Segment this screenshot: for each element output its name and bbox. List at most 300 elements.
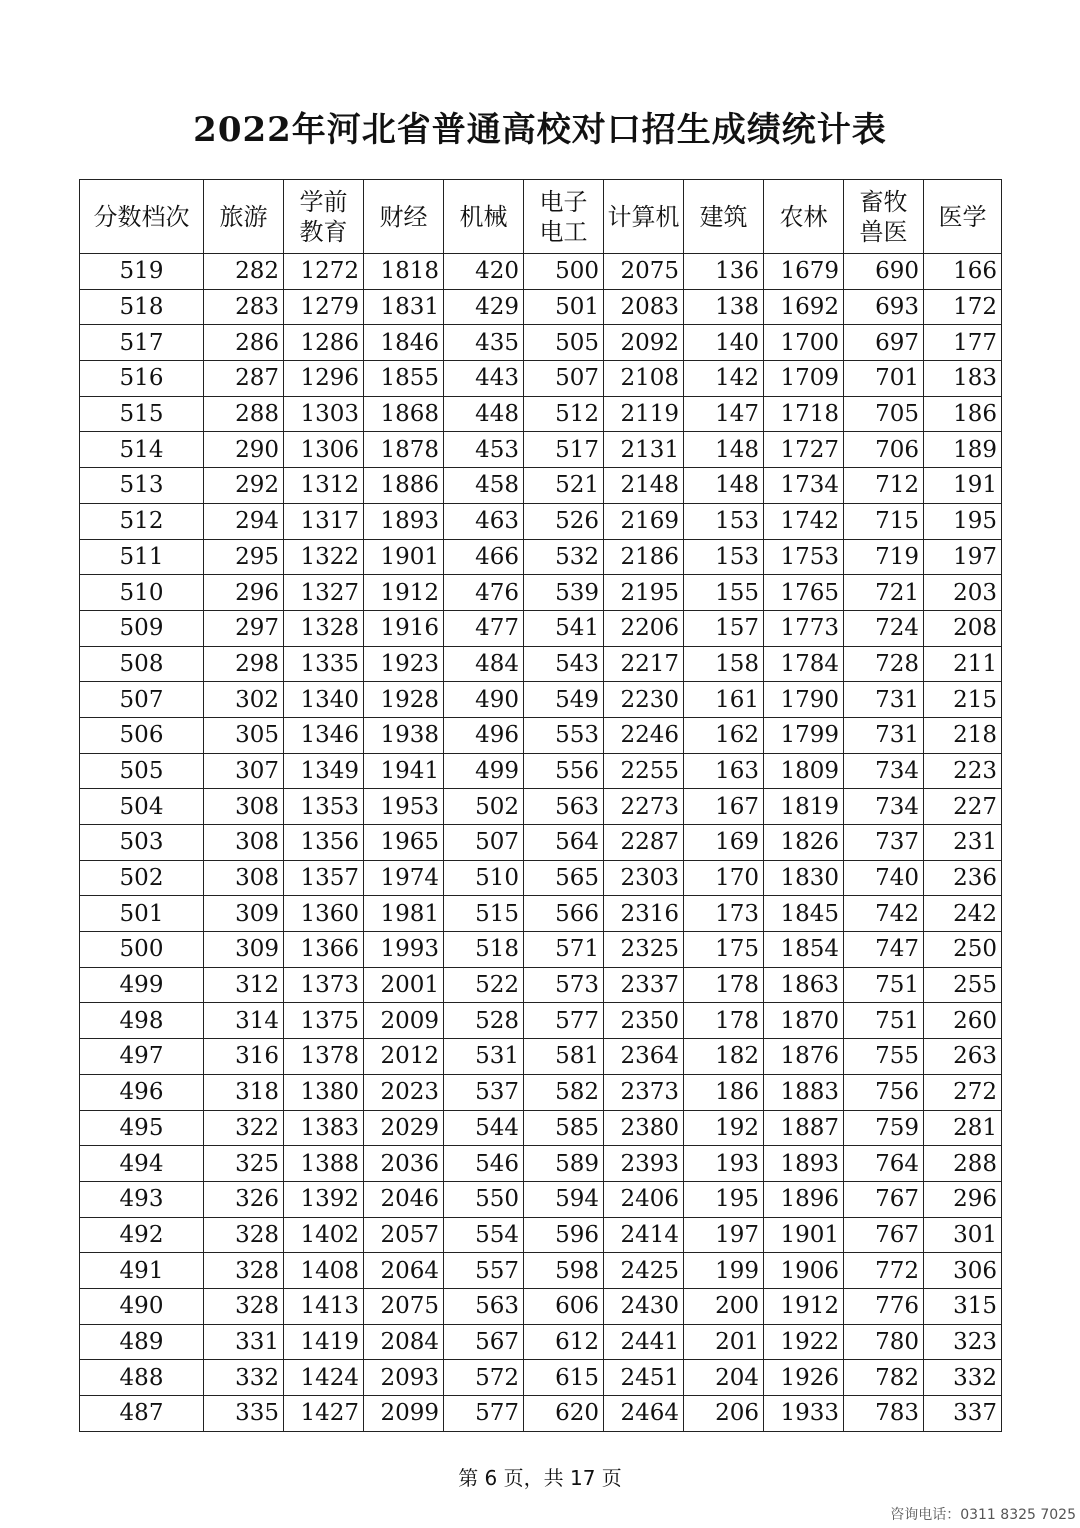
count-cell: 1279 (284, 289, 364, 325)
count-cell: 328 (204, 1288, 284, 1324)
column-header (844, 180, 924, 254)
count-cell: 759 (844, 1110, 924, 1146)
count-cell: 148 (684, 468, 764, 504)
column-header (924, 180, 1002, 254)
count-cell: 286 (204, 325, 284, 361)
count-cell: 1886 (364, 468, 444, 504)
count-cell: 1360 (284, 896, 364, 932)
count-cell: 2108 (604, 361, 684, 397)
column-header-line: 电子 (539, 187, 588, 216)
count-cell: 1953 (364, 789, 444, 825)
count-cell: 1419 (284, 1324, 364, 1360)
count-cell: 515 (444, 896, 524, 932)
count-cell: 1974 (364, 860, 444, 896)
count-cell: 2057 (364, 1217, 444, 1253)
count-cell: 2036 (364, 1146, 444, 1182)
count-cell: 615 (524, 1360, 604, 1396)
count-cell: 1965 (364, 825, 444, 861)
table-row (80, 789, 1002, 825)
score-level-cell: 509 (80, 610, 204, 646)
count-cell: 756 (844, 1074, 924, 1110)
count-cell: 2373 (604, 1074, 684, 1110)
count-cell: 715 (844, 503, 924, 539)
count-cell: 596 (524, 1217, 604, 1253)
count-cell: 308 (204, 860, 284, 896)
table-row (80, 967, 1002, 1003)
count-cell: 526 (524, 503, 604, 539)
count-cell: 518 (444, 932, 524, 968)
table-row (80, 717, 1002, 753)
table-row (80, 575, 1002, 611)
score-level-cell: 490 (80, 1288, 204, 1324)
count-cell: 2350 (604, 1003, 684, 1039)
count-cell: 1328 (284, 610, 364, 646)
count-cell: 690 (844, 254, 924, 290)
count-cell: 572 (444, 1360, 524, 1396)
count-cell: 318 (204, 1074, 284, 1110)
score-level-cell: 513 (80, 468, 204, 504)
count-cell: 1830 (764, 860, 844, 896)
count-cell: 1366 (284, 932, 364, 968)
count-cell: 740 (844, 860, 924, 896)
count-cell: 1784 (764, 646, 844, 682)
table-row (80, 1324, 1002, 1360)
score-level-cell: 487 (80, 1396, 204, 1432)
count-cell: 1941 (364, 753, 444, 789)
score-level-cell: 507 (80, 682, 204, 718)
count-cell: 308 (204, 825, 284, 861)
count-cell: 751 (844, 967, 924, 1003)
count-cell: 463 (444, 503, 524, 539)
count-cell: 138 (684, 289, 764, 325)
count-cell: 1335 (284, 646, 364, 682)
count-cell: 288 (924, 1146, 1002, 1182)
count-cell: 567 (444, 1324, 524, 1360)
count-cell: 157 (684, 610, 764, 646)
table-row (80, 503, 1002, 539)
count-cell: 2206 (604, 610, 684, 646)
count-cell: 1922 (764, 1324, 844, 1360)
count-cell: 2217 (604, 646, 684, 682)
count-cell: 490 (444, 682, 524, 718)
count-cell: 1383 (284, 1110, 364, 1146)
score-level-cell: 491 (80, 1253, 204, 1289)
count-cell: 546 (444, 1146, 524, 1182)
count-cell: 316 (204, 1039, 284, 1075)
count-cell: 585 (524, 1110, 604, 1146)
count-cell: 1742 (764, 503, 844, 539)
score-level-cell: 514 (80, 432, 204, 468)
count-cell: 2303 (604, 860, 684, 896)
count-cell: 1408 (284, 1253, 364, 1289)
count-cell: 2084 (364, 1324, 444, 1360)
column-header (444, 180, 524, 254)
count-cell: 200 (684, 1288, 764, 1324)
score-level-cell: 498 (80, 1003, 204, 1039)
count-cell: 1981 (364, 896, 444, 932)
count-cell: 172 (924, 289, 1002, 325)
count-cell: 242 (924, 896, 1002, 932)
table-row (80, 432, 1002, 468)
count-cell: 1912 (764, 1288, 844, 1324)
count-cell: 153 (684, 503, 764, 539)
count-cell: 1901 (364, 539, 444, 575)
column-header-line: 计算机 (607, 202, 680, 231)
count-cell: 302 (204, 682, 284, 718)
count-cell: 189 (924, 432, 1002, 468)
count-cell: 199 (684, 1253, 764, 1289)
count-cell: 728 (844, 646, 924, 682)
count-cell: 263 (924, 1039, 1002, 1075)
count-cell: 314 (204, 1003, 284, 1039)
count-cell: 282 (204, 254, 284, 290)
count-cell: 204 (684, 1360, 764, 1396)
count-cell: 250 (924, 932, 1002, 968)
count-cell: 620 (524, 1396, 604, 1432)
count-cell: 309 (204, 896, 284, 932)
count-cell: 521 (524, 468, 604, 504)
count-cell: 1306 (284, 432, 364, 468)
count-cell: 772 (844, 1253, 924, 1289)
count-cell: 203 (924, 575, 1002, 611)
count-cell: 507 (444, 825, 524, 861)
score-level-cell: 500 (80, 932, 204, 968)
score-level-cell: 503 (80, 825, 204, 861)
column-header-line: 畜牧 (859, 187, 908, 216)
count-cell: 571 (524, 932, 604, 968)
count-cell: 496 (444, 717, 524, 753)
count-cell: 1831 (364, 289, 444, 325)
count-cell: 581 (524, 1039, 604, 1075)
column-header (80, 180, 204, 254)
count-cell: 594 (524, 1181, 604, 1217)
table-row (80, 1039, 1002, 1075)
table-row (80, 361, 1002, 397)
score-level-cell: 517 (80, 325, 204, 361)
count-cell: 206 (684, 1396, 764, 1432)
score-level-cell: 502 (80, 860, 204, 896)
count-cell: 312 (204, 967, 284, 1003)
count-cell: 577 (444, 1396, 524, 1432)
table-row (80, 1217, 1002, 1253)
count-cell: 2046 (364, 1181, 444, 1217)
count-cell: 734 (844, 789, 924, 825)
count-cell: 1868 (364, 396, 444, 432)
score-level-cell: 505 (80, 753, 204, 789)
count-cell: 501 (524, 289, 604, 325)
count-cell: 308 (204, 789, 284, 825)
count-cell: 1272 (284, 254, 364, 290)
count-cell: 191 (924, 468, 1002, 504)
table-row (80, 1288, 1002, 1324)
count-cell: 747 (844, 932, 924, 968)
table-row (80, 1253, 1002, 1289)
table-row (80, 1396, 1002, 1432)
count-cell: 2009 (364, 1003, 444, 1039)
count-cell: 328 (204, 1253, 284, 1289)
count-cell: 178 (684, 1003, 764, 1039)
count-cell: 1427 (284, 1396, 364, 1432)
count-cell: 1916 (364, 610, 444, 646)
column-header-line: 学前 (299, 187, 348, 216)
count-cell: 453 (444, 432, 524, 468)
count-cell: 1818 (364, 254, 444, 290)
contact-phone: 咨询电话：0311 8325 7025 (890, 1507, 1076, 1523)
count-cell: 332 (924, 1360, 1002, 1396)
count-cell: 742 (844, 896, 924, 932)
score-level-cell: 504 (80, 789, 204, 825)
count-cell: 158 (684, 646, 764, 682)
count-cell: 1375 (284, 1003, 364, 1039)
score-level-cell: 493 (80, 1181, 204, 1217)
count-cell: 712 (844, 468, 924, 504)
table-row (80, 610, 1002, 646)
count-cell: 2119 (604, 396, 684, 432)
count-cell: 326 (204, 1181, 284, 1217)
count-cell: 556 (524, 753, 604, 789)
count-cell: 1863 (764, 967, 844, 1003)
count-cell: 1402 (284, 1217, 364, 1253)
count-cell: 1718 (764, 396, 844, 432)
count-cell: 780 (844, 1324, 924, 1360)
count-cell: 528 (444, 1003, 524, 1039)
count-cell: 783 (844, 1396, 924, 1432)
column-header (204, 180, 284, 254)
count-cell: 1700 (764, 325, 844, 361)
count-cell: 335 (204, 1396, 284, 1432)
count-cell: 566 (524, 896, 604, 932)
count-cell: 764 (844, 1146, 924, 1182)
count-cell: 1373 (284, 967, 364, 1003)
count-cell: 734 (844, 753, 924, 789)
count-cell: 2148 (604, 468, 684, 504)
score-level-cell: 488 (80, 1360, 204, 1396)
count-cell: 693 (844, 289, 924, 325)
count-cell: 155 (684, 575, 764, 611)
count-cell: 1855 (364, 361, 444, 397)
count-cell: 1356 (284, 825, 364, 861)
count-cell: 2012 (364, 1039, 444, 1075)
count-cell: 701 (844, 361, 924, 397)
count-cell: 1826 (764, 825, 844, 861)
count-cell: 142 (684, 361, 764, 397)
count-cell: 2029 (364, 1110, 444, 1146)
count-cell: 161 (684, 682, 764, 718)
count-cell: 167 (684, 789, 764, 825)
count-cell: 517 (524, 432, 604, 468)
count-cell: 296 (204, 575, 284, 611)
count-cell: 554 (444, 1217, 524, 1253)
table-row (80, 1360, 1002, 1396)
count-cell: 2169 (604, 503, 684, 539)
count-cell: 466 (444, 539, 524, 575)
score-level-cell: 519 (80, 254, 204, 290)
count-cell: 557 (444, 1253, 524, 1289)
count-cell: 541 (524, 610, 604, 646)
score-level-cell: 516 (80, 361, 204, 397)
count-cell: 290 (204, 432, 284, 468)
count-cell: 1734 (764, 468, 844, 504)
count-cell: 177 (924, 325, 1002, 361)
count-cell: 1753 (764, 539, 844, 575)
count-cell: 1845 (764, 896, 844, 932)
count-cell: 731 (844, 682, 924, 718)
count-cell: 1388 (284, 1146, 364, 1182)
count-cell: 755 (844, 1039, 924, 1075)
table-row (80, 396, 1002, 432)
count-cell: 287 (204, 361, 284, 397)
count-cell: 477 (444, 610, 524, 646)
score-level-cell: 489 (80, 1324, 204, 1360)
score-level-cell: 492 (80, 1217, 204, 1253)
count-cell: 2131 (604, 432, 684, 468)
count-cell: 776 (844, 1288, 924, 1324)
page-title: 2022年河北省普通高校对口招生成绩统计表 (193, 110, 887, 150)
count-cell: 2092 (604, 325, 684, 361)
count-cell: 197 (924, 539, 1002, 575)
count-cell: 337 (924, 1396, 1002, 1432)
count-cell: 173 (684, 896, 764, 932)
count-cell: 1846 (364, 325, 444, 361)
page-number: 第 6 页，共 17 页 (458, 1466, 622, 1490)
score-level-cell: 515 (80, 396, 204, 432)
count-cell: 2393 (604, 1146, 684, 1182)
count-cell: 298 (204, 646, 284, 682)
score-table (79, 179, 1002, 1432)
count-cell: 2075 (364, 1288, 444, 1324)
score-level-cell: 512 (80, 503, 204, 539)
count-cell: 227 (924, 789, 1002, 825)
score-level-cell: 495 (80, 1110, 204, 1146)
count-cell: 1392 (284, 1181, 364, 1217)
table-row (80, 825, 1002, 861)
table-row (80, 682, 1002, 718)
count-cell: 2255 (604, 753, 684, 789)
count-cell: 2451 (604, 1360, 684, 1396)
count-cell: 1933 (764, 1396, 844, 1432)
count-cell: 1893 (364, 503, 444, 539)
count-cell: 1790 (764, 682, 844, 718)
count-cell: 1896 (764, 1181, 844, 1217)
count-cell: 325 (204, 1146, 284, 1182)
score-level-cell: 511 (80, 539, 204, 575)
count-cell: 218 (924, 717, 1002, 753)
count-cell: 2246 (604, 717, 684, 753)
column-header-line: 分数档次 (93, 202, 190, 231)
column-header (364, 180, 444, 254)
count-cell: 297 (204, 610, 284, 646)
count-cell: 563 (524, 789, 604, 825)
count-cell: 2337 (604, 967, 684, 1003)
score-level-cell: 494 (80, 1146, 204, 1182)
table-header-row (80, 180, 1002, 254)
table-row (80, 539, 1002, 575)
count-cell: 429 (444, 289, 524, 325)
column-header (284, 180, 364, 254)
count-cell: 197 (684, 1217, 764, 1253)
count-cell: 1912 (364, 575, 444, 611)
count-cell: 322 (204, 1110, 284, 1146)
count-cell: 606 (524, 1288, 604, 1324)
count-cell: 1799 (764, 717, 844, 753)
count-cell: 309 (204, 932, 284, 968)
count-cell: 305 (204, 717, 284, 753)
score-level-cell: 501 (80, 896, 204, 932)
count-cell: 565 (524, 860, 604, 896)
count-cell: 175 (684, 932, 764, 968)
count-cell: 2023 (364, 1074, 444, 1110)
count-cell: 1327 (284, 575, 364, 611)
count-cell: 2414 (604, 1217, 684, 1253)
count-cell: 1340 (284, 682, 364, 718)
count-cell: 767 (844, 1217, 924, 1253)
score-level-cell: 496 (80, 1074, 204, 1110)
count-cell: 2380 (604, 1110, 684, 1146)
count-cell: 767 (844, 1181, 924, 1217)
column-header-line: 农林 (779, 202, 828, 231)
count-cell: 543 (524, 646, 604, 682)
table-row (80, 1074, 1002, 1110)
column-header-line: 电工 (539, 217, 588, 246)
count-cell: 458 (444, 468, 524, 504)
count-cell: 2316 (604, 896, 684, 932)
count-cell: 2273 (604, 789, 684, 825)
table-row (80, 254, 1002, 290)
count-cell: 140 (684, 325, 764, 361)
table-row (80, 1181, 1002, 1217)
table-row (80, 325, 1002, 361)
count-cell: 1413 (284, 1288, 364, 1324)
count-cell: 512 (524, 396, 604, 432)
count-cell: 236 (924, 860, 1002, 896)
count-cell: 215 (924, 682, 1002, 718)
count-cell: 505 (524, 325, 604, 361)
count-cell: 1928 (364, 682, 444, 718)
column-header-line: 兽医 (859, 217, 908, 246)
score-level-cell: 518 (80, 289, 204, 325)
count-cell: 1854 (764, 932, 844, 968)
column-header (604, 180, 684, 254)
table-row (80, 860, 1002, 896)
count-cell: 1926 (764, 1360, 844, 1396)
count-cell: 295 (204, 539, 284, 575)
count-cell: 706 (844, 432, 924, 468)
count-cell: 2186 (604, 539, 684, 575)
count-cell: 201 (684, 1324, 764, 1360)
table-row (80, 1110, 1002, 1146)
count-cell: 1692 (764, 289, 844, 325)
count-cell: 563 (444, 1288, 524, 1324)
count-cell: 697 (844, 325, 924, 361)
table-row (80, 1146, 1002, 1182)
count-cell: 2430 (604, 1288, 684, 1324)
count-cell: 484 (444, 646, 524, 682)
count-cell: 1303 (284, 396, 364, 432)
count-cell: 301 (924, 1217, 1002, 1253)
count-cell: 502 (444, 789, 524, 825)
count-cell: 1809 (764, 753, 844, 789)
count-cell: 2099 (364, 1396, 444, 1432)
count-cell: 2364 (604, 1039, 684, 1075)
count-cell: 1380 (284, 1074, 364, 1110)
count-cell: 136 (684, 254, 764, 290)
count-cell: 186 (924, 396, 1002, 432)
count-cell: 1424 (284, 1360, 364, 1396)
count-cell: 183 (924, 361, 1002, 397)
count-cell: 476 (444, 575, 524, 611)
count-cell: 573 (524, 967, 604, 1003)
count-cell: 443 (444, 361, 524, 397)
